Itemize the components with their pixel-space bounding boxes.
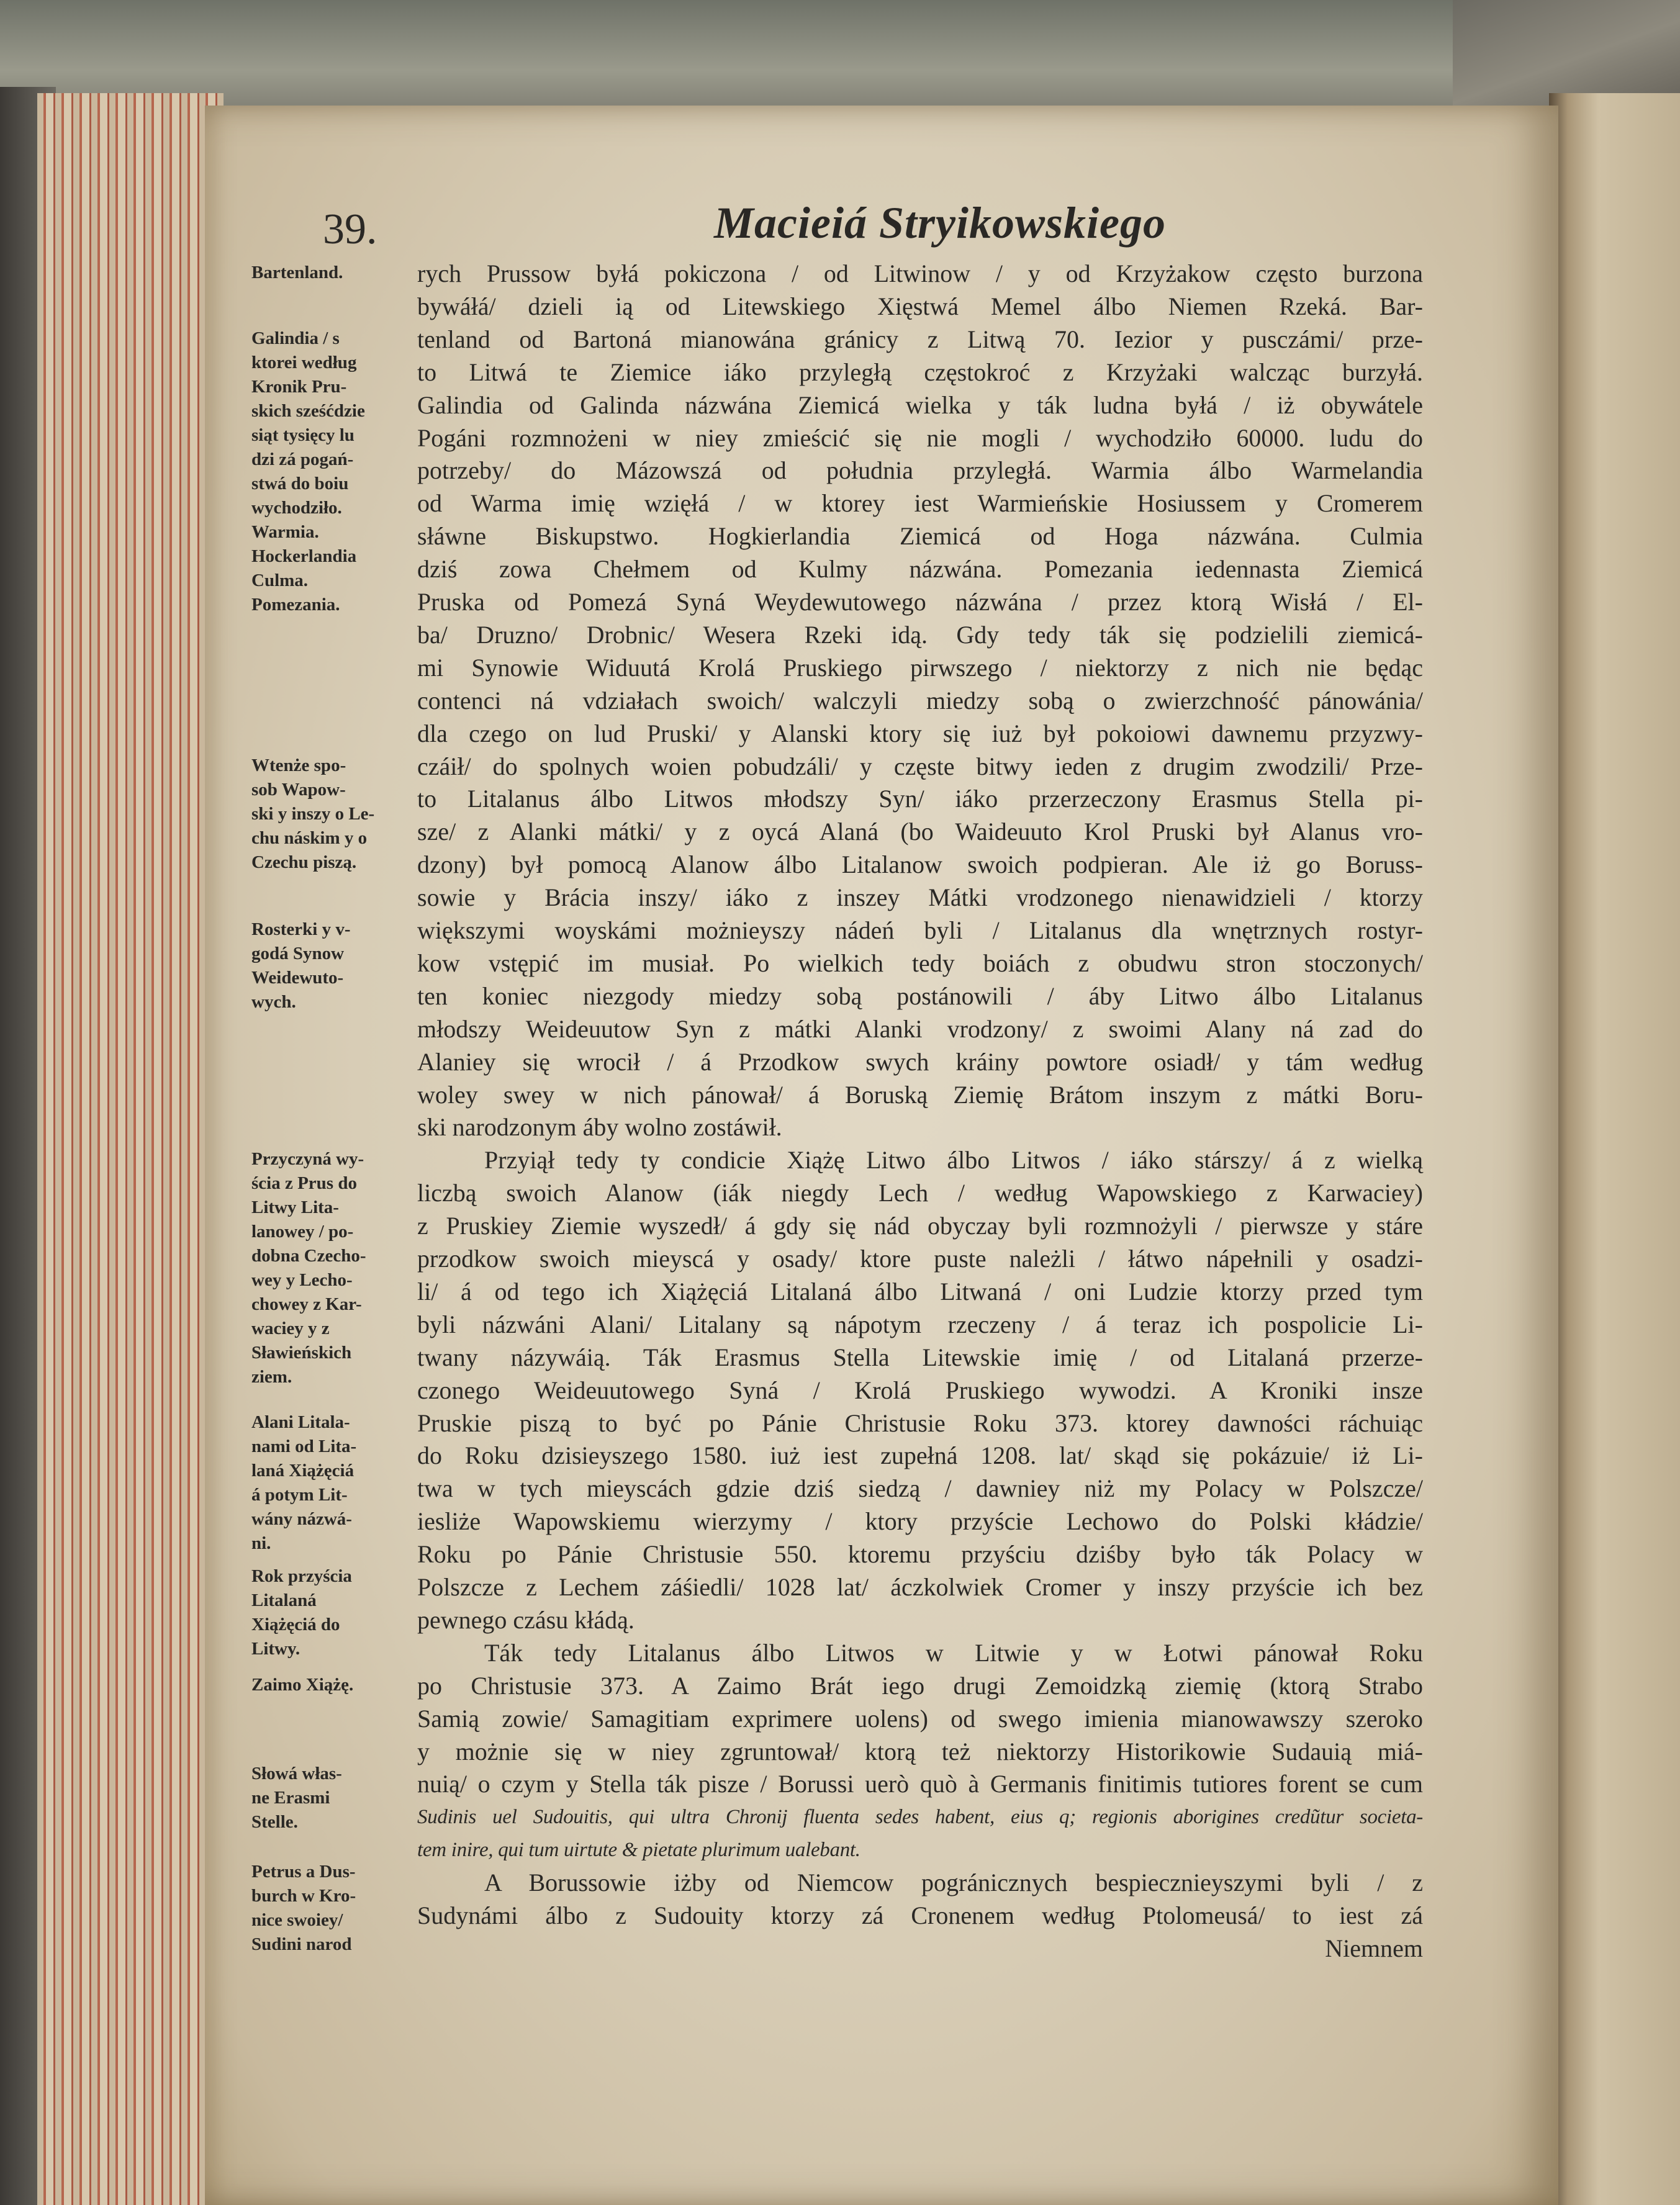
text-line: liczbą swoich Alanow (iák niegdy Lech / według Wapowskiego z Karwaciey): [417, 1179, 1423, 1207]
margin-note-line: Sławieńskich: [251, 1343, 352, 1363]
margin-note: [251, 1410, 410, 1556]
text-line: ski narodzonym áby wolno zostáwił.: [417, 1113, 782, 1142]
text-line: dziś zowa Chełmem od Kulmy názwána. Pomezania iedennasta Ziemicá: [417, 555, 1423, 584]
page-edges-stack: [37, 93, 224, 2205]
text-line: Pruska od Pomezá Syná Weydewutowego názwána / przez ktorą Wisłá / El-: [417, 588, 1423, 616]
text-line: twa w tych mieyscách gdzie dziś siedzą / dawniey niż my Polacy w Polszcze/: [417, 1474, 1423, 1503]
margin-note-line: ni.: [251, 1533, 271, 1553]
text-line: mi Synowie Widuutá Krolá Pruskiego pirwszego / niektorzy z nich nie będąc: [417, 653, 1423, 682]
margin-note-line: Hockerlandia: [251, 546, 357, 566]
margin-note-line: Pomezania.: [251, 594, 340, 615]
margin-note-line: stwá do boiu: [251, 473, 349, 494]
margin-note-line: dzi zá pogań-: [251, 449, 354, 469]
text-line: tem inire, qui tum uirtute & pietate plurimum ualebant.: [417, 1839, 860, 1862]
margin-note: [251, 1564, 410, 1661]
margin-note-line: burch w Kro-: [251, 1886, 356, 1906]
scan-background-top: [0, 0, 1680, 118]
text-line: kow vstępić im musiał. Po wielkich tedy boiách z obudwu stron stoczonych/: [417, 949, 1423, 977]
text-line: Przyiął tedy ty condicie Xiążę Litwo álbo Litwos / iáko stárszy/ á z wielką: [484, 1146, 1423, 1175]
margin-note-line: Galindia / s: [251, 328, 340, 348]
text-line: Sudynámi álbo z Sudouity ktorzy zá Cronenem według Ptolomeusá/ to iest zá: [417, 1901, 1423, 1929]
text-line: A Borussowie iżby od Niemcow pogránicznych bespiecznieyszymi byli / z: [484, 1869, 1423, 1897]
margin-note: [251, 1147, 410, 1389]
margin-note-line: sob Wapow-: [251, 779, 346, 800]
text-line: przodkow swoich mieyscá y osady/ ktore puste należli / łátwo nápełnili y osadzi-: [417, 1245, 1423, 1273]
text-line: Niemnem: [1325, 1934, 1423, 1962]
margin-note-line: Rok przyścia: [251, 1566, 352, 1586]
margin-note-line: Czechu piszą.: [251, 852, 357, 872]
text-line: Ták tedy Litalanus álbo Litwos w Litwie y w Łotwi pánował Roku: [484, 1638, 1423, 1667]
text-line: do Roku dzisieyszego 1580. iuż iest zupełná 1208. lat/ skąd się pokázuie/ iż Li-: [417, 1441, 1423, 1470]
text-line: ten koniec niezgody miedzy sobą postánowili / áby Litwo álbo Litalanus: [417, 981, 1423, 1010]
text-line: to Litwá te Ziemice iáko przyległą częstokroć z Krzyżaki walcząc burzyłá.: [417, 358, 1423, 386]
margin-note-line: á potym Lit-: [251, 1484, 348, 1505]
margin-note-line: chowey z Kar-: [251, 1294, 362, 1315]
text-line: woley swey w nich pánował/ á Boruską Ziemię Brátom inszym z mátki Boru-: [417, 1080, 1423, 1109]
text-line: sze/ z Alanki mátki/ y z oycá Alaná (bo Waideuuto Krol Pruski był Alanus vro-: [417, 818, 1423, 846]
margin-note: [251, 1860, 410, 1957]
margin-note-line: Culma.: [251, 570, 309, 590]
margin-note-line: Alani Litala-: [251, 1412, 350, 1432]
margin-note: [251, 1673, 410, 1697]
text-line: czonego Weideuutowego Syná / Krolá Pruskiego wywodzi. A Kroniki insze: [417, 1376, 1423, 1404]
margin-note-line: Stelle.: [251, 1811, 298, 1832]
margin-note-line: Kronik Pru-: [251, 376, 347, 397]
margin-note-line: Przyczyná wy-: [251, 1149, 364, 1170]
text-line: twany názywáią. Ták Erasmus Stella Litewskie imię / od Litalaná przerze-: [417, 1343, 1423, 1371]
margin-note: [251, 327, 410, 617]
text-line: Galindia od Galinda názwána Ziemicá wielka y ták ludna byłá / iż obywátele: [417, 390, 1423, 419]
text-line: z Pruskiey Ziemie wyszedł/ á gdy się nád obyczay byli rozmnożyli / pierwsze y stáre: [417, 1212, 1423, 1240]
margin-note-line: Litwy.: [251, 1638, 300, 1659]
margin-note-line: Litwy Lita-: [251, 1197, 339, 1218]
margin-note-line: Weidewuto-: [251, 968, 344, 988]
text-line: młodszy Weideuutow Syn z mátki Alanki vrodzony/ z swoimi Alany ná zad do: [417, 1014, 1423, 1043]
text-line: to Litalanus álbo Litwos młodszy Syn/ iáko przerzeczony Erasmus Stella pi-: [417, 785, 1423, 813]
margin-note-line: nami od Lita-: [251, 1436, 357, 1456]
margin-note-line: Petrus a Dus-: [251, 1862, 356, 1882]
text-line: Alaniey się wrocił / á Przodkow swych kráiny powtore osiadł/ y tám według: [417, 1047, 1423, 1076]
text-line: Polszcze z Lechem záśiedli/ 1028 lat/ áczkolwiek Cromer y inszy przyście ich bez: [417, 1573, 1423, 1601]
text-line: Pogáni rozmnożeni w niey zmieścić się nie mogli / wychodziło 60000. ludu do: [417, 423, 1423, 452]
margin-note: [251, 918, 410, 1014]
margin-note-line: ścia z Prus do: [251, 1173, 357, 1194]
margin-note-line: wey y Lecho-: [251, 1270, 353, 1291]
margin-note-line: Warmia.: [251, 521, 319, 542]
text-line: Sudinis uel Sudouitis, qui ultra Chronij fluenta sedes habent, eius q; regionis aborigines credũtur societa-: [417, 1806, 1423, 1829]
margin-note-line: siąt tysięcy lu: [251, 425, 355, 445]
text-line: czáił/ do spolnych woien pobudzáli/ y częste bitwy ieden z drugim zwodzili/ Prze-: [417, 752, 1423, 780]
text-line: od Warma imię wzięłá / w ktorey iest Warmieńskie Hosiussem y Cromerem: [417, 489, 1423, 518]
margin-note-line: Słowá włas-: [251, 1763, 342, 1783]
facing-page-edge: [1549, 93, 1680, 2205]
text-line: Pruskie piszą to być po Pánie Christusie Roku 373. ktorey dawności ráchuiąc: [417, 1409, 1423, 1437]
margin-note-line: dobna Czecho-: [251, 1246, 366, 1266]
text-line: nuią/ o czym y Stella ták pisze / Borussi uerò quò à Germanis finitimis tutiores forent se cum: [417, 1770, 1423, 1798]
text-line: dzony) był pomocą Alanow álbo Litalanow swoich podpieran. Ale iż go Boruss-: [417, 850, 1423, 879]
margin-note-line: Wtenże spo-: [251, 755, 346, 775]
text-line: słáwne Biskupstwo. Hogkierlandia Ziemicá od Hoga názwána. Culmia: [417, 522, 1423, 551]
text-line: y możnie się w niey zgruntował/ ktorą też niektorzy Historikowie Sudauią miá-: [417, 1737, 1423, 1765]
margin-note-line: Bartenland.: [251, 263, 343, 282]
text-line: Roku po Pánie Christusie 550. ktoremu przyściu dziśby było ták Polacy w: [417, 1540, 1423, 1569]
margin-note-line: ne Erasmi: [251, 1787, 330, 1808]
text-line: li/ á od tego ich Xiążęciá Litalaná álbo Litwaná / oni Ludzie ktorzy przed tym: [417, 1277, 1423, 1305]
margin-note-line: wych.: [251, 992, 296, 1012]
margin-note-line: ski y inszy o Le-: [251, 803, 375, 824]
margin-note-line: ktorei według: [251, 352, 357, 372]
margin-note: [251, 754, 410, 875]
text-line: pewnego czásu kłádą.: [417, 1605, 635, 1634]
margin-note-line: laná Xiążęciá: [251, 1460, 355, 1481]
margin-note-line: wychodziło.: [251, 497, 342, 518]
text-line: bywáłá/ dzieli ią od Litewskiego Xięstwá Memel álbo Niemen Rzeká. Bar-: [417, 292, 1423, 320]
text-line: większymi woyskámi możnieyszy nádeń byli / Litalanus dla wnętrznych rostyr-: [417, 916, 1423, 944]
margin-note-line: lanowey / po-: [251, 1222, 354, 1242]
margin-note-line: Zaimo Xiążę.: [251, 1674, 354, 1695]
margin-note-line: waciey y z: [251, 1319, 330, 1339]
text-line: dla czego on lud Pruski/ y Alanski ktory się iuż był pokoiowi dawnemu przyzwy-: [417, 719, 1423, 747]
text-line: tenland od Bartoná mianowána gránicy z Litwą 70. Iezior y pusczámi/ prze-: [417, 325, 1423, 353]
margin-note: [251, 1762, 410, 1834]
margin-note-line: nice swoiey/: [251, 1910, 343, 1931]
text-line: contenci ná vdziałach swoich/ walczyli miedzy sobą o zwierzchność pánowánia/: [417, 686, 1423, 715]
text-line: Samią zowie/ Samagitiam exprimere uolens) od swego imienia mianowawszy szeroko: [417, 1704, 1423, 1733]
margin-note: [251, 261, 410, 285]
margin-note-line: Sudini narod: [251, 1934, 352, 1955]
margin-note-line: chu náskim y o: [251, 827, 368, 848]
page-number: 39.: [323, 205, 377, 253]
text-line: po Christusie 373. A Zaimo Brát iego drugi Zemoidzką ziemię (ktorą Strabo: [417, 1671, 1423, 1700]
text-line: byli názwáni Alani/ Litalany są nápotym rzeczeny / á teraz ich pospolicie Li-: [417, 1310, 1423, 1338]
margin-note-line: Litalaná: [251, 1590, 317, 1610]
text-line: potrzeby/ do Mázowszá od południa przyległá. Warmia álbo Warmelandia: [417, 456, 1423, 485]
margin-note-line: skich sześćdzie: [251, 400, 365, 421]
text-line: sowie y Brácia inszy/ iáko z inszey Mátki vrodzonego nienawidzieli / ktorzy: [417, 883, 1423, 912]
margin-note-line: ziem.: [251, 1367, 292, 1387]
text-line: ba/ Druzno/ Drobnic/ Wesera Rzeki idą. Gdy tedy ták się podzielili ziemicá-: [417, 620, 1423, 649]
text-line: iesliże Wapowskiemu wierzymy / ktory przyście Lechowo do Polski kłádzie/: [417, 1507, 1423, 1536]
margin-note-line: godá Synow: [251, 944, 345, 963]
margin-note-line: Rosterki y v-: [251, 919, 351, 939]
margin-note-line: wány názwá-: [251, 1508, 352, 1529]
text-line: rych Prussow byłá pokiczona / od Litwinow / y od Krzyżakow często burzona: [417, 259, 1423, 287]
margin-note-line: Xiążęciá do: [251, 1614, 340, 1635]
running-title: Macieiá Stryikowskiego: [714, 198, 1166, 248]
